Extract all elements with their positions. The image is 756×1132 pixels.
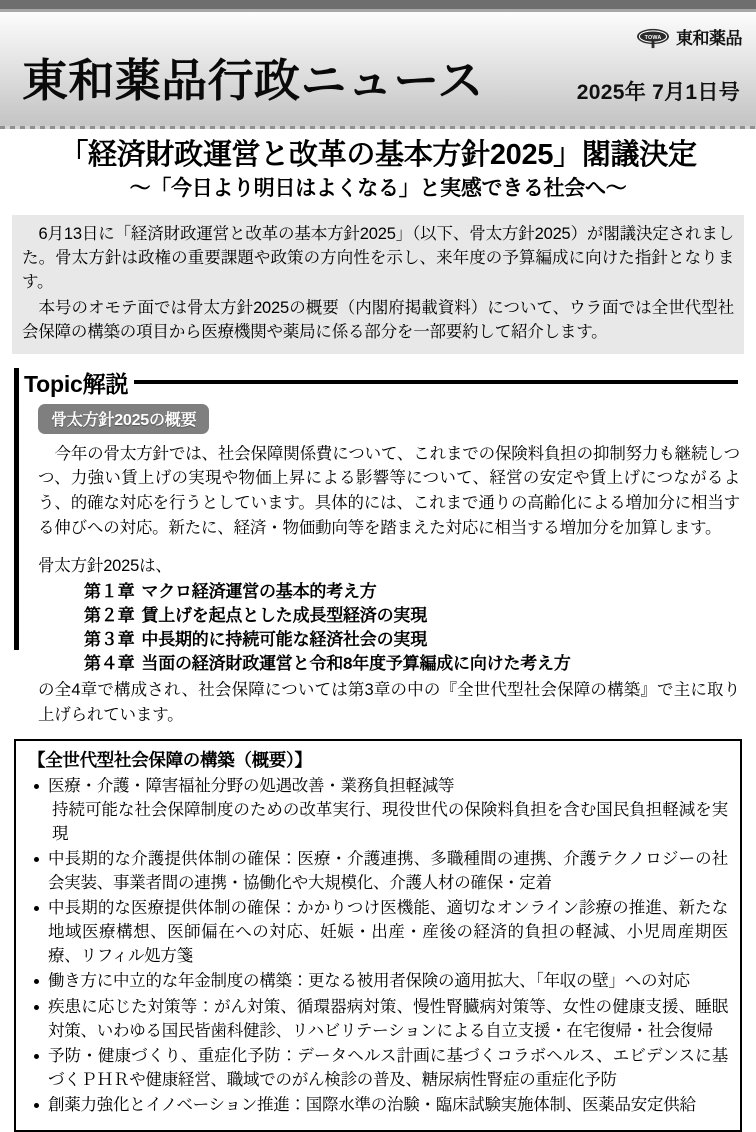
list-item-lead: 働き方に中立的な年金制度の構築：更なる被用者保険の適用拡大、「年収の壁」への対応 xyxy=(48,972,690,991)
list-item-lead: 医療・介護・障害福祉分野の処遇改善・業務負担軽減等 xyxy=(48,776,455,795)
list-item xyxy=(28,847,728,895)
topic-left-rule xyxy=(14,368,19,650)
headline-block xyxy=(0,129,756,209)
topic-section-label: Topic解説 xyxy=(24,370,129,397)
chapter-number: 第３章 xyxy=(84,630,135,650)
headline-secondary: 〜「今日より明日はよくなる」と実感できる社会へ〜 xyxy=(129,177,627,201)
topic-badge-row xyxy=(12,404,756,434)
intro-paragraph-2: 本号のオモテ面では骨太方針2025の概要（内閣府掲載資料）について、ウラ面では全世代型社会保障の構築の項目から医療機関や薬局に係る部分を一部要約して紹介します。 xyxy=(22,298,734,342)
list-item xyxy=(28,1093,728,1117)
list-item xyxy=(84,604,740,628)
summary-bullet-list xyxy=(28,774,728,1117)
topic-body-paragraph: 今年の骨太方針では、社会保障関係費について、これまでの保険料負担の抑制努力も継続しつつ、力強い賃上げの実現や物価上昇による影響等について、経営の安定や賃上げにつながるよう、的確な対応を行うとしています。具体的には、これまで通りの高齢化による増加分に相当する伸びへの対応。新たに、経済・物価動向等を踏まえた対応に相当する増加分を加算します。 xyxy=(38,444,740,537)
chapter-title: 中長期的に持続可能な経済社会の実現 xyxy=(141,630,428,650)
brand-lockup xyxy=(636,28,742,49)
chapter-title: マクロ経済運営の基本的考え方 xyxy=(141,581,377,601)
list-item-lead: 疾患に応じた対策等：がん対策、循環器病対策、慢性腎臓病対策等、女性の健康支援、睡眠対策、いわゆる国民皆歯科健診、リハビリテーションによる自立支援・在宅復帰・社会復帰 xyxy=(48,997,728,1040)
intro-paragraph-1: 6月13日に「経済財政運営と改革の基本方針2025」（以下、骨太方針2025）が閣議決定されました。骨太方針は政権の重要課題や政策の方向性を示し、来年度の予算編成に向けた指針となります。 xyxy=(22,224,734,292)
list-item-lead: 予防・健康づくり、重症化予防：データヘルス計画に基づくコラボヘルス、エビデンスに基づくＰＨＲや健康経営、職域でのがん検診の普及、糖尿病性腎症の重症化予防 xyxy=(48,1046,728,1089)
issue-date: 2025年 7月1日号 xyxy=(576,81,740,104)
status-badge: 骨太方針2025の概要 xyxy=(38,404,209,434)
topic-header-rule xyxy=(134,380,738,384)
top-accent-bar xyxy=(0,0,756,9)
list-item xyxy=(28,995,728,1043)
topic-header xyxy=(12,366,756,399)
list-item-lead: 中長期的な介護提供体制の確保：医療・介護連携、多職種間の連携、介護テクノロジーの社会実装、事業者間の連携・協働化や大規模化、介護人材の確保・定着 xyxy=(48,850,728,893)
headline-primary: 「経済財政運営と改革の基本方針2025」閣議決定 xyxy=(59,139,697,171)
list-item xyxy=(84,628,740,652)
summary-title: 【全世代型社会保障の構築（概要）】 xyxy=(28,750,312,771)
towa-oval-logo-icon xyxy=(636,28,670,49)
list-item-lead: 創薬力強化とイノベーション推進：国際水準の治験・臨床試験実施体制、医薬品安定供給 xyxy=(48,1095,696,1114)
chapters-tail-text: の全4章で構成され、社会保障については第3章の中の『全世代型社会保障の構築』で主に取り上げられています。 xyxy=(38,681,740,724)
list-item xyxy=(84,580,740,604)
list-item xyxy=(28,774,728,846)
chapter-number: 第４章 xyxy=(84,654,135,674)
topic-section xyxy=(0,366,756,727)
masthead-title: 東和薬品行政ニュース xyxy=(22,55,484,106)
list-item-lead: 中長期的な医療提供体制の確保：かかりつけ医機能、適切なオンライン診療の推進、新たな地域医療構想、医師偏在への対応、妊娠・出産・産後の経済的負担の軽減、小児周産期医療、リフィル処方箋 xyxy=(48,899,728,966)
svg-text:TOWA: TOWA xyxy=(644,34,662,41)
summary-panel xyxy=(14,739,742,1132)
intro-panel xyxy=(12,215,744,354)
chapter-number: 第２章 xyxy=(84,605,135,625)
masthead xyxy=(0,12,756,126)
chapters-lead-text: 骨太方針2025は、 xyxy=(38,556,172,575)
list-item xyxy=(28,1044,728,1092)
list-item xyxy=(28,896,728,968)
brand-company-name: 東和薬品 xyxy=(676,29,742,48)
list-item-detail: 持続可能な社会保障制度のための改革実行、現役世代の保険料負担を含む国民負担軽減を実現 xyxy=(52,800,728,843)
chapter-title: 当面の経済財政運営と令和8年度予算編成に向けた考え方 xyxy=(141,654,571,674)
topic-body xyxy=(12,434,756,541)
list-item xyxy=(28,969,728,993)
list-item xyxy=(84,652,740,676)
chapter-list xyxy=(12,578,756,677)
chapter-title: 賃上げを起点とした成長型経済の実現 xyxy=(141,605,428,625)
chapter-number: 第１章 xyxy=(84,581,135,601)
